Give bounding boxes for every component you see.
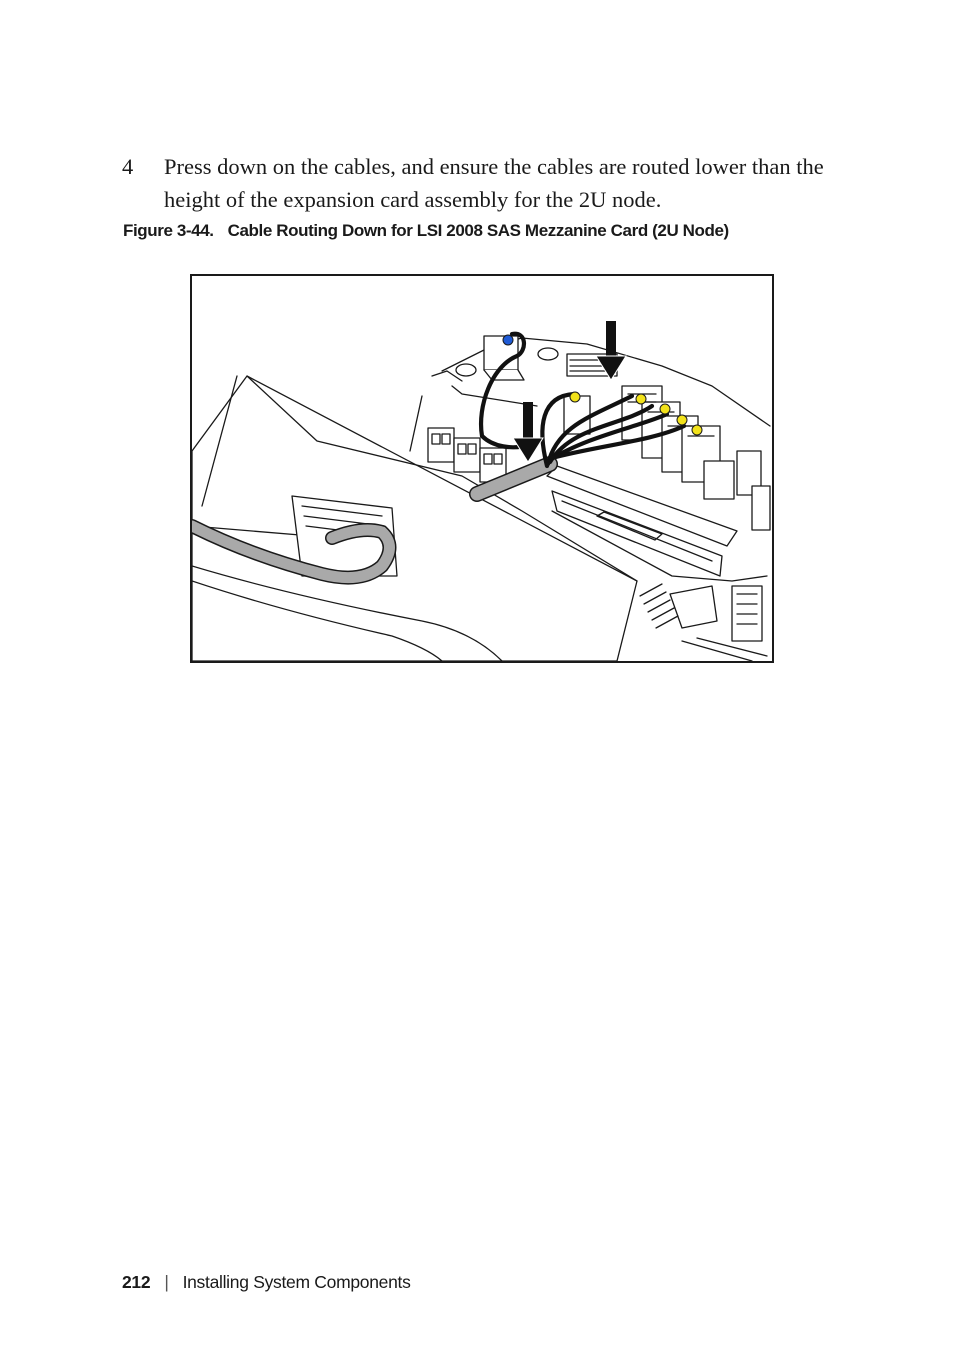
footer-section-title: Installing System Components [182,1272,411,1292]
page-number: 212 [122,1272,151,1292]
press-arrow-icon [513,402,543,462]
slot-connector [704,461,734,499]
yellow-callout-dot [660,404,670,414]
figure-label: Figure 3-44. [123,221,214,240]
figure-caption [123,221,729,241]
illustration-svg [192,276,772,661]
heatsink [640,584,767,661]
step-number: 4 [122,154,134,179]
yellow-callout-dot [677,415,687,425]
blue-callout-dot [503,335,513,345]
page-footer [122,1272,411,1293]
slot-connector [752,486,770,530]
footer-separator: | [164,1272,169,1292]
figure-title: Cable Routing Down for LSI 2008 SAS Mezzanine Card (2U Node) [227,221,729,240]
yellow-callout-dot [570,392,580,402]
yellow-callout-dot [636,394,646,404]
standoff [538,348,558,360]
cable-routing-illustration [190,274,774,663]
step-text: Press down on the cables, and ensure the cables are routed lower than the height of the expansion card assembly for the 2U node. [164,154,824,212]
standoff [456,364,476,376]
yellow-callout-dot [692,425,702,435]
